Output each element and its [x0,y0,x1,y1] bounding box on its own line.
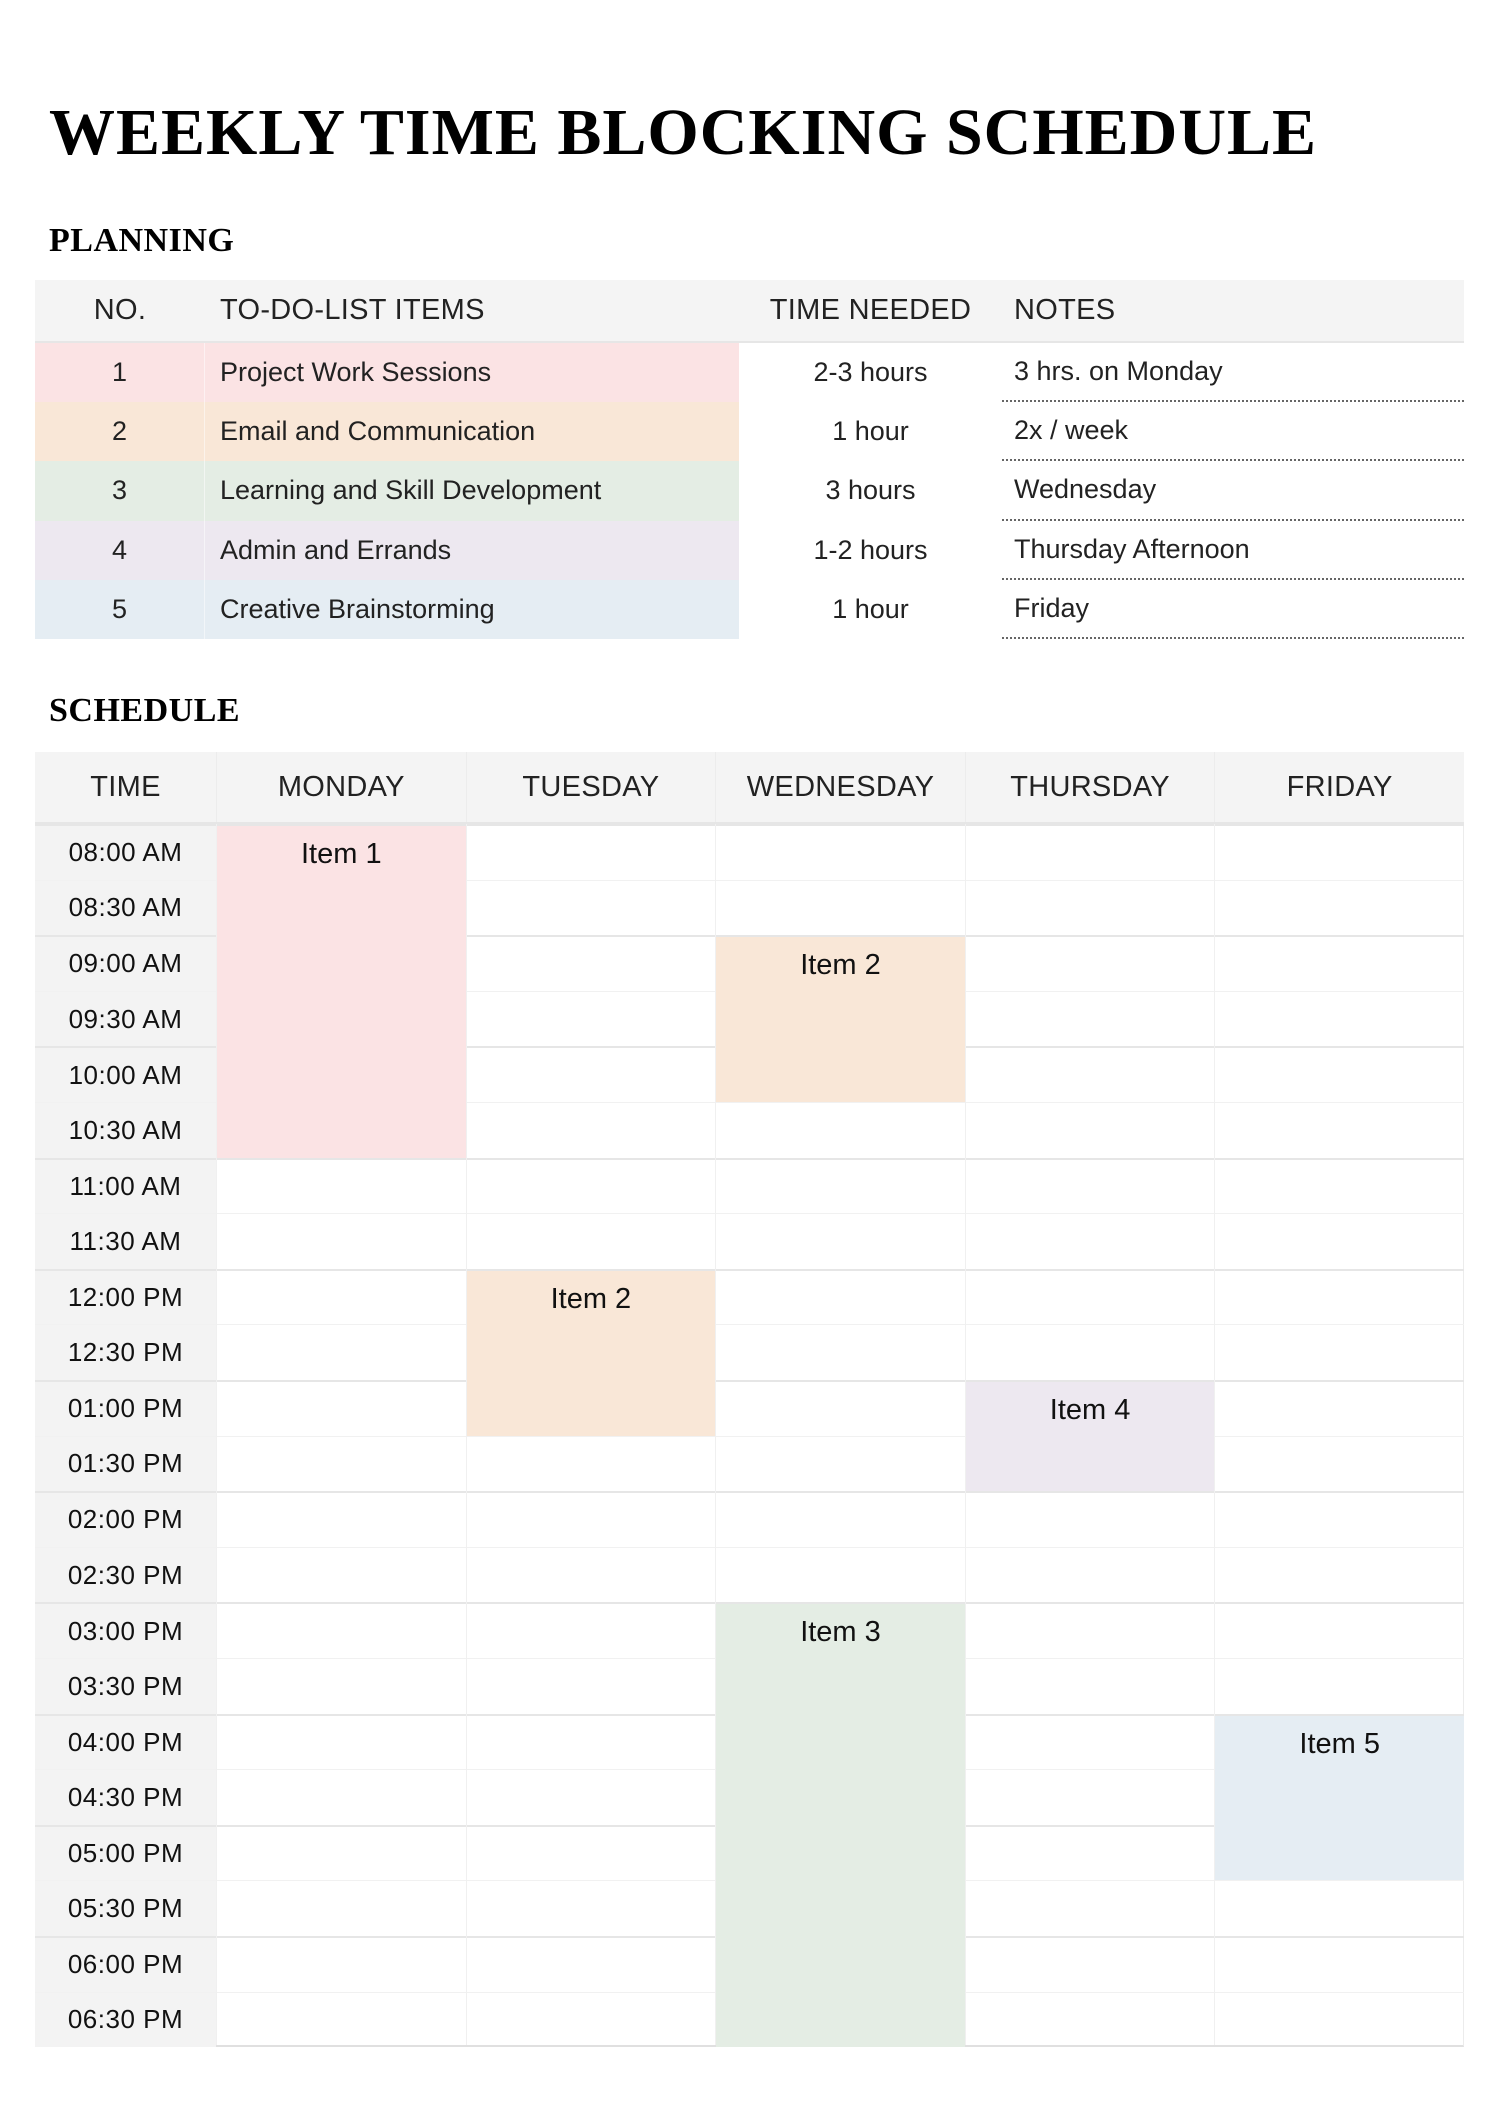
schedule-row [35,1158,1464,1214]
todo-item[interactable]: Project Work Sessions [205,343,739,402]
time-slot-label: 12:30 PM [35,1325,216,1380]
todo-item[interactable]: Learning and Skill Development [205,461,739,520]
time-block-label: Item 1 [301,838,382,870]
schedule-table-header [35,752,1464,824]
time-block[interactable] [467,1271,716,1436]
time-block-label: Item 2 [800,949,881,982]
schedule-row [35,1269,1464,1325]
time-slot-label: 02:00 PM [35,1493,216,1547]
row-number: 3 [35,461,205,520]
time-slot-label: 01:30 PM [35,1437,216,1492]
time-slot-label: 09:30 AM [35,992,216,1047]
time-block-label: Item 4 [1049,1394,1131,1426]
time-slot-label: 06:00 PM [35,1938,216,1992]
schedule-row [35,1380,1464,1436]
planning-table-body [35,343,1464,639]
time-slot-label: 01:00 PM [35,1382,216,1436]
time-block[interactable] [716,1604,965,2047]
column-header-time: TIME [90,770,161,803]
column-header-no: NO. [93,294,147,326]
time-needed[interactable]: 1 hour [832,593,909,624]
page-title: WEEKLY TIME BLOCKING SCHEDULE [49,96,1318,169]
planning-table [35,280,1464,639]
row-number: 1 [35,343,205,402]
row-number: 4 [35,521,205,580]
time-block-label: Item 5 [1299,1727,1380,1760]
time-slot-label: 05:30 PM [35,1881,216,1936]
time-needed[interactable]: 2-3 hours [813,357,928,388]
column-header-notes: NOTES [1014,294,1116,326]
planning-row [35,461,1464,520]
todo-item[interactable]: Email and Communication [205,402,739,461]
schedule-grid [35,824,1464,2047]
time-slot-label: 03:00 PM [35,1604,216,1658]
todo-item[interactable]: Admin and Errands [205,521,739,580]
column-header-items: TO-DO-LIST ITEMS [220,294,485,326]
notes-field[interactable]: Friday [1002,580,1464,639]
time-slot-label: 08:30 AM [35,881,216,936]
time-block-label: Item 2 [550,1282,632,1315]
time-block[interactable] [716,937,965,1102]
time-slot-label: 06:30 PM [35,1993,216,2048]
notes-field[interactable]: Wednesday [1002,461,1464,520]
column-header-wednesday: WEDNESDAY [715,752,965,822]
time-slot-label: 05:00 PM [35,1827,216,1881]
time-slot-label: 04:30 PM [35,1770,216,1825]
column-header-tuesday: TUESDAY [466,752,716,822]
time-needed[interactable]: 1-2 hours [813,534,928,565]
schedule-row [35,1213,1464,1269]
time-slot-label: 03:30 PM [35,1659,216,1714]
notes-field[interactable]: Thursday Afternoon [1002,521,1464,580]
column-header-friday: FRIDAY [1214,752,1464,822]
column-header-time-needed: TIME NEEDED [769,294,972,326]
schedule-row [35,1547,1464,1603]
time-block-label: Item 3 [800,1616,881,1649]
schedule-row [35,1491,1464,1547]
planning-row [35,580,1464,639]
time-block[interactable] [966,1382,1215,1491]
time-slot-label: 08:00 AM [35,826,216,880]
row-number: 5 [35,580,205,639]
time-needed[interactable]: 1 hour [832,416,909,447]
column-header-thursday: THURSDAY [965,752,1215,822]
planning-heading: PLANNING [49,222,235,259]
time-slot-label: 10:00 AM [35,1048,216,1102]
notes-field[interactable]: 2x / week [1002,402,1464,461]
schedule-table [35,752,1464,2047]
time-needed[interactable]: 3 hours [825,475,916,506]
schedule-row [35,1324,1464,1380]
planning-row [35,521,1464,580]
planning-table-header [35,280,1464,343]
schedule-row [35,1436,1464,1492]
notes-field[interactable]: 3 hrs. on Monday [1002,343,1464,402]
time-slot-label: 12:00 PM [35,1271,216,1325]
column-header-monday: MONDAY [216,752,466,822]
time-block[interactable] [217,826,466,1158]
time-slot-label: 11:30 AM [35,1214,216,1269]
time-block[interactable] [1215,1716,1464,1881]
planning-row [35,343,1464,402]
todo-item[interactable]: Creative Brainstorming [205,580,739,639]
time-slot-label: 11:00 AM [35,1160,216,1214]
time-slot-label: 04:00 PM [35,1716,216,1770]
time-slot-label: 02:30 PM [35,1548,216,1603]
row-number: 2 [35,402,205,461]
planning-row [35,402,1464,461]
schedule-heading: SCHEDULE [49,692,241,729]
time-slot-label: 09:00 AM [35,937,216,991]
time-slot-label: 10:30 AM [35,1103,216,1158]
